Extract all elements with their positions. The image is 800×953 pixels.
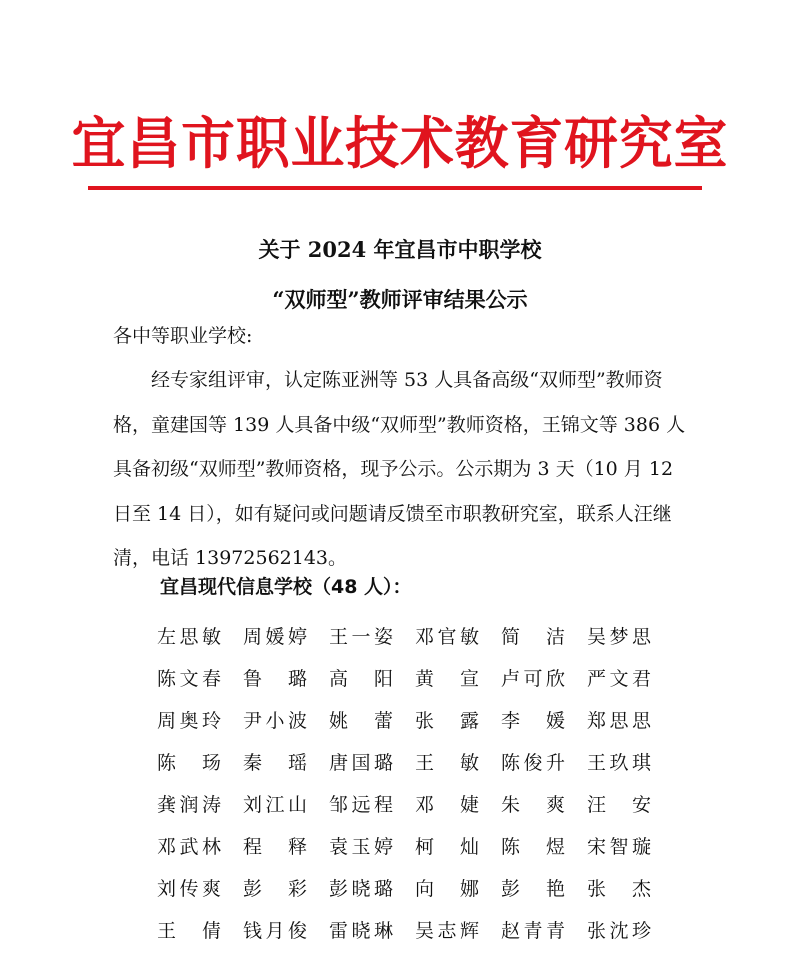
notice-body xyxy=(113,358,693,581)
teacher-name: 卢可欣 xyxy=(501,667,565,690)
name-row xyxy=(157,908,677,950)
name-row xyxy=(157,740,677,782)
teacher-name: 张杰 xyxy=(587,877,651,900)
teacher-name: 程释 xyxy=(243,835,307,858)
teacher-name: 朱爽 xyxy=(501,793,565,816)
teacher-name: 郑思思 xyxy=(587,709,651,732)
teacher-name: 唐国璐 xyxy=(329,751,393,774)
letterhead-red-rule xyxy=(88,186,702,190)
name-row xyxy=(157,866,677,908)
teacher-name: 左思敏 xyxy=(157,625,221,648)
teacher-name: 王倩 xyxy=(157,919,221,942)
teacher-name: 吴梦思 xyxy=(587,625,651,648)
teacher-name: 向娜 xyxy=(415,877,479,900)
teacher-name: 柯灿 xyxy=(415,835,479,858)
teacher-name: 邓官敏 xyxy=(415,625,479,648)
teacher-name: 陈俊升 xyxy=(501,751,565,774)
teacher-name: 袁玉婷 xyxy=(329,835,393,858)
teacher-name: 严文君 xyxy=(587,667,651,690)
notice-title-line-1: 关于 2024 年宜昌市中职学校 xyxy=(258,237,542,262)
school-heading: 宜昌现代信息学校（48 人）： xyxy=(160,576,412,598)
teacher-name: 陈玚 xyxy=(157,751,221,774)
notice-body-paragraph: 经专家组评审，认定陈亚洲等 53 人具备高级“双师型”教师资格，童建国等 139 人具备中级“双师型”教师资格，王锦文等 386 人具备初级“双师型”教师资格，现予公示。公示期为 3 天（10 月 12 日至 14 日），如有疑问或问题请反馈至市职教研究室，联系人汪继清，电话 13972562143。 xyxy=(113,369,686,569)
teacher-name: 简洁 xyxy=(501,625,565,648)
name-list xyxy=(157,614,677,950)
teacher-name: 陈煜 xyxy=(501,835,565,858)
teacher-name: 彭艳 xyxy=(501,877,565,900)
teacher-name: 王玖琪 xyxy=(587,751,651,774)
teacher-name: 赵青青 xyxy=(501,919,565,942)
teacher-name: 刘传爽 xyxy=(157,877,221,900)
teacher-name: 张沈珍 xyxy=(587,919,651,942)
teacher-name: 宋智璇 xyxy=(587,835,651,858)
salutation: 各中等职业学校: xyxy=(113,325,253,347)
teacher-name: 彭晓璐 xyxy=(329,877,393,900)
teacher-name: 姚蕾 xyxy=(329,709,393,732)
teacher-name: 王敏 xyxy=(415,751,479,774)
letterhead-title: 宜昌市职业技术教育研究室 xyxy=(71,112,729,177)
notice-title-line-2: “双师型”教师评审结果公示 xyxy=(272,287,528,312)
name-row xyxy=(157,782,677,824)
name-row xyxy=(157,614,677,656)
teacher-name: 龚润涛 xyxy=(157,793,221,816)
teacher-name: 鲁璐 xyxy=(243,667,307,690)
teacher-name: 吴志辉 xyxy=(415,919,479,942)
teacher-name: 邓武林 xyxy=(157,835,221,858)
teacher-name: 高阳 xyxy=(329,667,393,690)
teacher-name: 王一姿 xyxy=(329,625,393,648)
teacher-name: 张露 xyxy=(415,709,479,732)
teacher-name: 尹小波 xyxy=(243,709,307,732)
teacher-name: 周媛婷 xyxy=(243,625,307,648)
teacher-name: 邓婕 xyxy=(415,793,479,816)
teacher-name: 黄宣 xyxy=(415,667,479,690)
name-row xyxy=(157,824,677,866)
teacher-name: 汪安 xyxy=(587,793,651,816)
teacher-name: 彭彩 xyxy=(243,877,307,900)
teacher-name: 邹远程 xyxy=(329,793,393,816)
teacher-name: 雷晓琳 xyxy=(329,919,393,942)
teacher-name: 周奥玲 xyxy=(157,709,221,732)
teacher-name: 刘江山 xyxy=(243,793,307,816)
name-row xyxy=(157,698,677,740)
name-row xyxy=(157,656,677,698)
teacher-name: 秦瑶 xyxy=(243,751,307,774)
teacher-name: 李媛 xyxy=(501,709,565,732)
teacher-name: 钱月俊 xyxy=(243,919,307,942)
teacher-name: 陈文春 xyxy=(157,667,221,690)
